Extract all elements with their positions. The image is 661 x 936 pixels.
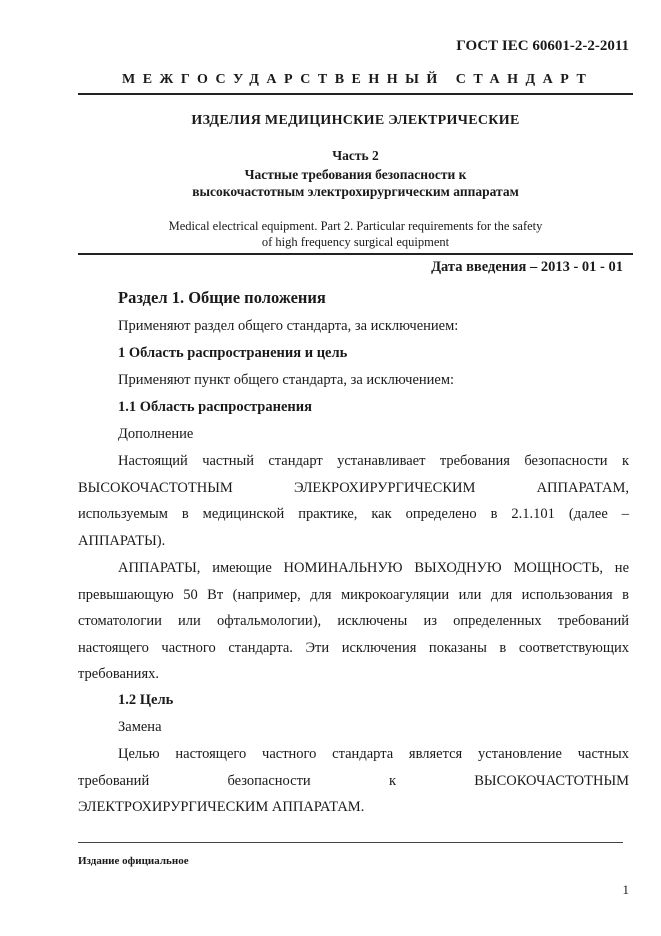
paragraph-line: Настоящий частный стандарт устанавливает требования безопасности к [118,453,629,469]
paragraph-line: используемым в медицинской практике, как определено в 2.1.101 (далее – [78,506,629,522]
paragraph-line: АППАРАТЫ). [78,532,166,549]
section-heading: Раздел 1. Общие положения [118,288,326,307]
subtitle [78,166,633,200]
paragraph-line: настоящего частного стандарта. Эти исключения показаны в соответствующих [78,639,629,656]
english-title-line: of high frequency surgical equipment [261,234,450,249]
header-divider [78,93,633,95]
standard-code: ГОСТ IEC 60601-2-2-2011 [456,38,629,54]
purpose-paragraph [78,741,629,821]
footer-divider [78,842,623,843]
paragraph-line: превышающую 50 Вт (например, для микрокоагуляции или для использования в [78,586,629,603]
english-title-line: Medical electrical equipment. Part 2. Particular requirements for the safety [168,219,543,233]
clause-heading: 1.1 Область распространения [118,399,312,415]
edition-label: Издание официальное [78,855,189,867]
paragraph-line: АППАРАТЫ, имеющие НОМИНАЛЬНУЮ ВЫХОДНУЮ МОЩНОСТЬ, не [118,560,629,576]
english-title [78,219,633,250]
page-number: 1 [622,882,629,897]
part-label: Часть 2 [332,148,379,163]
paragraph-line: стоматологии или офтальмологии), исключены из определенных требований [78,613,629,629]
title-divider [78,253,633,255]
introduction-date: Дата введения – 2013 - 01 - 01 [431,259,623,275]
paragraph-line: требованиях. [78,666,159,682]
paragraph-line: ВЫСОКОЧАСТОТНЫМ ЭЛЕКРОХИРУРГИЧЕСКИМ АППАРАТАМ, [78,479,629,496]
document-title: ИЗДЕЛИЯ МЕДИЦИНСКИЕ ЭЛЕКТРИЧЕСКИЕ [191,113,520,128]
paragraph-line: требований безопасности к ВЫСОКОЧАСТОТНЫМ [78,772,629,789]
subtitle-line: Частные требования безопасности к [244,167,467,182]
scope-paragraph [78,448,629,554]
clause-heading: 1 Область распространения и цель [118,345,348,361]
paragraph-line: ЭЛЕКТРОХИРУРГИЧЕСКИМ АППАРАТАМ. [78,799,365,815]
subtitle-line: высокочастотным электрохирургическим аппаратам [192,184,519,199]
paragraph: Замена [118,719,162,735]
exclusion-paragraph [78,555,629,688]
paragraph-line: Целью настоящего частного стандарта является установление частных [118,746,629,762]
interstate-standard-label: МЕЖГОСУДАРСТВЕННЫЙ СТАНДАРТ [122,72,594,87]
clause-heading: 1.2 Цель [118,692,174,708]
paragraph: Дополнение [118,426,194,442]
paragraph: Применяют пункт общего стандарта, за исключением: [118,372,455,388]
paragraph: Применяют раздел общего стандарта, за исключением: [118,318,459,334]
